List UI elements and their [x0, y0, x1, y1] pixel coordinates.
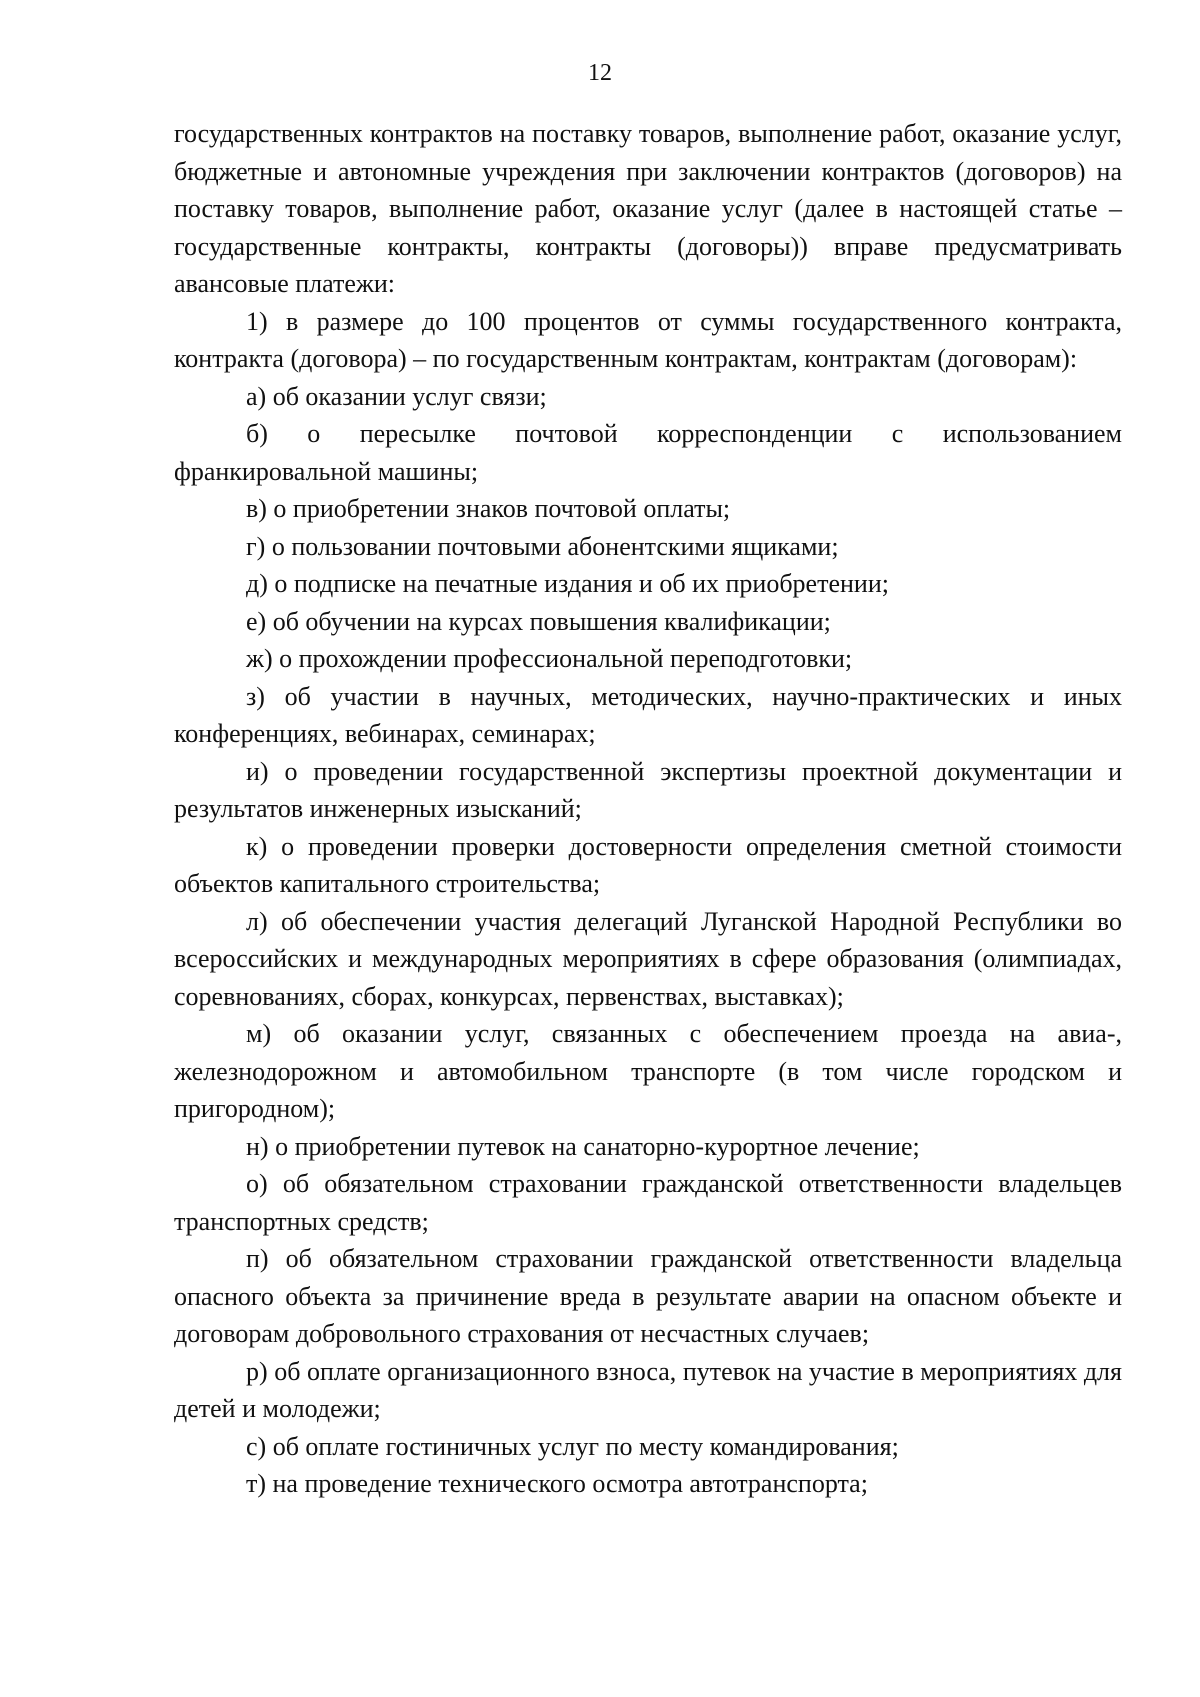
paragraph-subitem-z: з) об участии в научных, методических, научно-практических и иных конференциях, вебинарах, семинарах;: [174, 681, 1122, 748]
paragraph-subitem-a: а) об оказании услуг связи;: [246, 381, 547, 411]
paragraph-subitem-v: в) о приобретении знаков почтовой оплаты;: [246, 494, 731, 523]
paragraph-subitem-zh: ж) о прохождении профессиональной переподготовки;: [246, 644, 853, 673]
paragraph-subitem-i: и) о проведении государственной экспертизы проектной документации и результатов инженерных изысканий;: [174, 756, 1122, 823]
paragraph-subitem-o: о) об обязательном страховании гражданской ответственности владельцев транспортных средств;: [174, 1169, 1122, 1236]
paragraph-subitem-m: м) об оказании услуг, связанных с обеспечением проезда на авиа-, железнодорожном и автомобильном транспорте (в том числе городском и пригородном);: [174, 1019, 1122, 1123]
paragraph-subitem-p: п) об обязательном страховании гражданской ответственности владельца опасного объекта за причинение вреда в результате аварии на опасном объекте и договорам добровольного страхования от несчастных случаев;: [174, 1244, 1122, 1348]
page-number: 12: [588, 60, 612, 86]
paragraph-subitem-d: д) о подписке на печатные издания и об их приобретении;: [246, 569, 889, 598]
paragraph-subitem-b: б) о пересылке почтовой корреспонденции с использованием франкировальной машины;: [174, 419, 1122, 486]
document-body: [174, 115, 1122, 1503]
paragraph-subitem-k: к) о проведении проверки достоверности определения сметной стоимости объектов капитального строительства;: [174, 831, 1122, 898]
paragraph-subitem-l: л) об обеспечении участия делегаций Луганской Народной Республики во всероссийских и международных мероприятиях в сфере образования (олимпиадах, соревнованиях, сборах, конкурсах, первенствах, выставках);: [174, 906, 1122, 1011]
paragraph-item-1: 1) в размере до 100 процентов от суммы государственного контракта, контракта (договора) – по государственным контрактам, контрактам (договорам):: [174, 306, 1122, 373]
paragraph-subitem-n: н) о приобретении путевок на санаторно-курортное лечение;: [246, 1131, 920, 1161]
paragraph-intro: государственных контрактов на поставку товаров, выполнение работ, оказание услуг, бюджетные и автономные учреждения при заключении контрактов (договоров) на поставку товаров, выполнение работ, оказание услуг (далее в настоящей статье – государственные контракты, контракты (договоры)) вправе предусматривать авансовые платежи:: [174, 119, 1122, 298]
paragraph-subitem-t: т) на проведение технического осмотра автотранспорта;: [246, 1469, 868, 1498]
paragraph-subitem-s: с) об оплате гостиничных услуг по месту командирования;: [246, 1431, 899, 1461]
paragraph-subitem-g: г) о пользовании почтовыми абонентскими ящиками;: [246, 531, 839, 561]
paragraph-subitem-r: р) об оплате организационного взноса, путевок на участие в мероприятиях для детей и молодежи;: [174, 1356, 1122, 1423]
paragraph-subitem-e: е) об обучении на курсах повышения квалификации;: [246, 606, 831, 636]
